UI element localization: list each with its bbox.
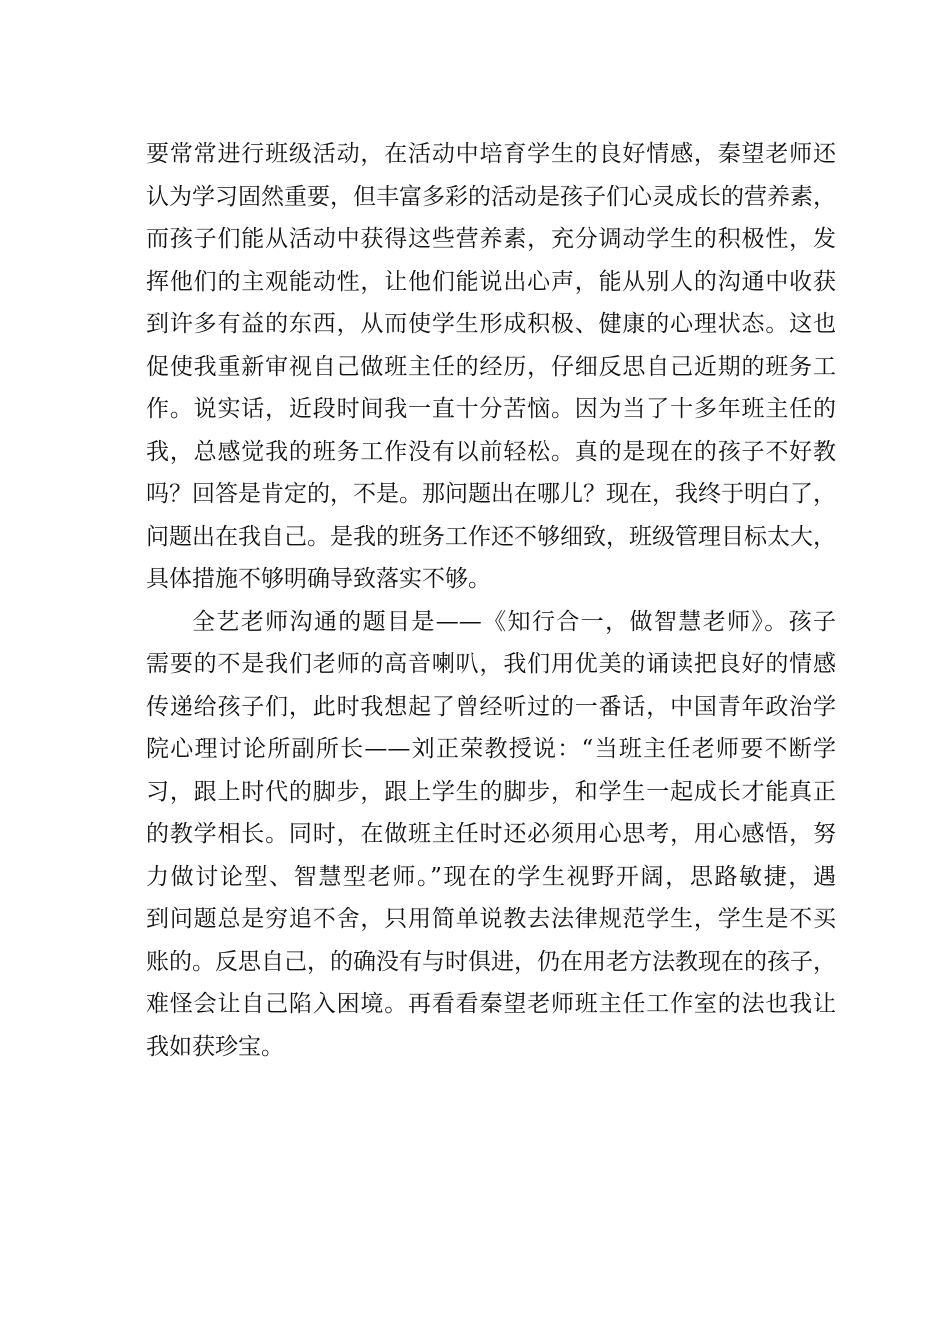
text-line: 的教学相长。同时，在做班主任时还必须用心思考，用心感悟，努 <box>146 821 836 847</box>
text-line: 到问题总是穷追不舍，只用简单说教去法律规范学生，学生是不买 <box>146 906 836 932</box>
text-line: 作。说实话，近段时间我一直十分苦恼。因为当了十多年班主任的 <box>146 396 836 422</box>
text-line: 挥他们的主观能动性，让他们能说出心声，能从别人的沟通中收获 <box>146 268 836 295</box>
paragraph-2 <box>146 601 836 1069</box>
paragraph-1 <box>146 133 836 601</box>
document-body <box>146 133 836 1068</box>
text-line: 认为学习固然重要，但丰富多彩的活动是孩子们心灵成长的营养素， <box>146 183 836 210</box>
text-line: 力做讨论型、智慧型老师。”现在的学生视野开阔，思路敏捷，遇 <box>146 863 836 890</box>
text-line: 我如获珍宝。 <box>146 1033 284 1060</box>
text-line: 具体措施不够明确导致落实不够。 <box>146 566 491 592</box>
text-line: 全艺老师沟通的题目是——《知行合一，做智慧老师》。孩子 <box>192 608 836 635</box>
text-line: 传递给孩子们，此时我想起了曾经听过的一番话，中国青年政治学 <box>146 693 836 720</box>
text-line: 习，跟上时代的脚步，跟上学生的脚步，和学生一起成长才能真正 <box>146 778 836 805</box>
text-line: 账的。反思自己，的确没有与时俱进，仍在用老方法教现在的孩子， <box>146 948 836 975</box>
text-line: 到许多有益的东西，从而使学生形成积极、健康的心理状态。这也 <box>146 311 836 337</box>
text-line: 要常常进行班级活动，在活动中培育学生的良好情感，秦望老师还 <box>146 141 836 167</box>
text-line: 问题出在我自己。是我的班务工作还不够细致，班级管理目标太大， <box>146 523 836 550</box>
text-line: 院心理讨论所副所长——刘正荣教授说：“当班主任老师要不断学 <box>146 736 836 762</box>
text-line: 难怪会让自己陷入困境。再看看秦望老师班主任工作室的法也我让 <box>146 991 836 1017</box>
text-line: 吗？回答是肯定的，不是。那问题出在哪儿？现在，我终于明白了， <box>146 481 836 507</box>
text-line: 需要的不是我们老师的高音喇叭，我们用优美的诵读把良好的情感 <box>146 651 836 677</box>
text-line: 我，总感觉我的班务工作没有以前轻松。真的是现在的孩子不好教 <box>146 438 836 465</box>
text-line: 促使我重新审视自己做班主任的经历，仔细反思自己近期的班务工 <box>146 353 836 380</box>
text-line: 而孩子们能从活动中获得这些营养素，充分调动学生的积极性，发 <box>146 226 836 252</box>
